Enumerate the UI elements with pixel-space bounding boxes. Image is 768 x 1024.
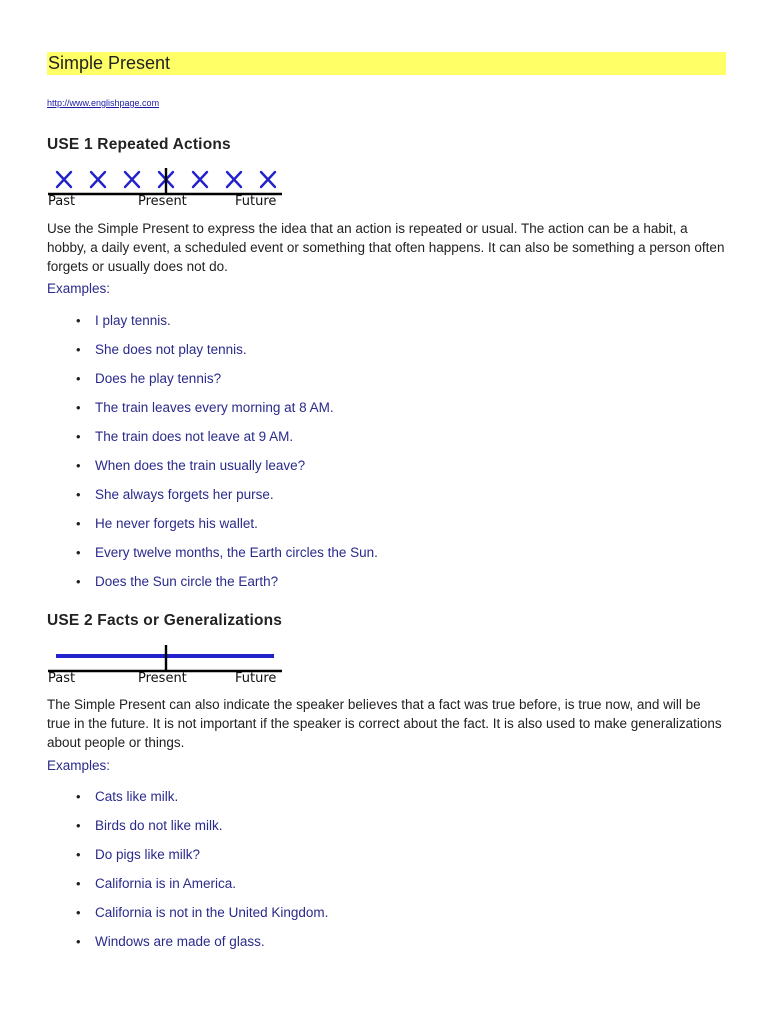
use2-paragraph: The Simple Present can also indicate the speaker believes that a fact was true before, is true now, and will be true in the future. It is not important if the speaker is correct about the fact. It is also used to make generalizations about people or things. (47, 697, 722, 750)
example-item: • I play tennis. (0, 313, 378, 342)
example-item: • Do pigs like milk? (0, 847, 328, 876)
example-item: • Cats like milk. (0, 789, 328, 818)
source-link[interactable]: http://www.englishpage.com (47, 98, 160, 108)
use1-paragraph: Use the Simple Present to express the idea that an action is repeated or usual. The action can be a habit, a hobby, a daily event, a scheduled event or something that often happens. It can also be something a person often forgets or usually does not do. (47, 221, 725, 274)
use1-heading: USE 1 Repeated Actions (47, 136, 231, 153)
use2-timeline (44, 645, 289, 685)
present-label: Present (138, 194, 187, 209)
future-label: Future (235, 194, 277, 209)
example-item: • California is in America. (0, 876, 328, 905)
repeat-mark-icon (57, 172, 71, 187)
page-title: Simple Present (47, 52, 726, 75)
repeat-mark-icon (91, 172, 105, 187)
example-item: • When does the train usually leave? (0, 458, 378, 487)
repeat-mark-icon (227, 172, 241, 187)
example-item: • Does the Sun circle the Earth? (0, 574, 378, 603)
example-item: • The train does not leave at 9 AM. (0, 429, 378, 458)
repeat-mark-icon (125, 172, 139, 187)
example-item: • California is not in the United Kingdom. (0, 905, 328, 934)
use2-heading: USE 2 Facts or Generalizations (47, 612, 283, 629)
use1-timeline-graphic (44, 168, 289, 196)
past-label: Past (48, 671, 76, 686)
use2-example-list (0, 789, 328, 963)
repeat-mark-icon (193, 172, 207, 187)
past-label: Past (48, 194, 76, 209)
use2-timeline-graphic (44, 645, 289, 673)
use2-examples-label: Examples: (47, 758, 111, 773)
example-item: • She does not play tennis. (0, 342, 378, 371)
use1-timeline (44, 168, 289, 208)
example-item: • The train leaves every morning at 8 AM. (0, 400, 378, 429)
example-item: • Every twelve months, the Earth circles the Sun. (0, 545, 378, 574)
present-label: Present (138, 671, 187, 686)
use1-examples-label: Examples: (47, 281, 111, 296)
example-item: • Birds do not like milk. (0, 818, 328, 847)
future-label: Future (235, 671, 277, 686)
repeat-mark-icon (261, 172, 275, 187)
example-item: • He never forgets his wallet. (0, 516, 378, 545)
example-item: • She always forgets her purse. (0, 487, 378, 516)
example-item: • Does he play tennis? (0, 371, 378, 400)
example-item: • Windows are made of glass. (0, 934, 328, 963)
use1-example-list (0, 313, 378, 603)
